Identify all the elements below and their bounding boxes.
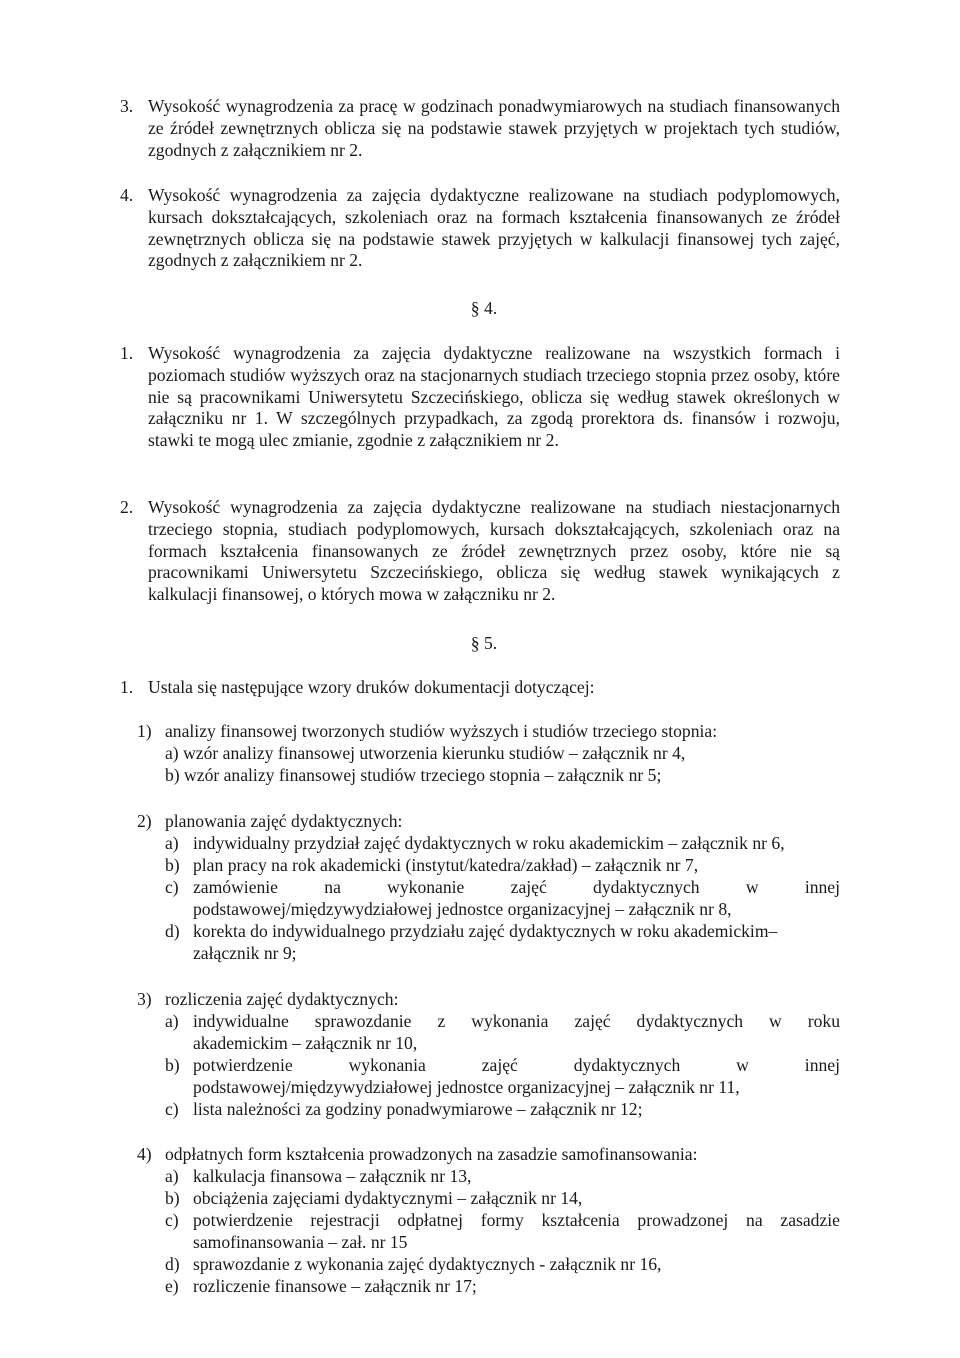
section-heading: § 4. bbox=[470, 298, 498, 318]
list-subitem: indywidualne sprawozdanie z wykonania zajęć dydaktycznych w roku bbox=[193, 1011, 840, 1031]
list-subitem: potwierdzenie rejestracji odpłatnej formy kształcenia prowadzonej na zasadzie bbox=[193, 1210, 840, 1230]
list-letter: e) bbox=[165, 1276, 179, 1296]
list-subitem-continuation: samofinansowania – zał. nr 15 bbox=[193, 1232, 408, 1252]
list-subitem-continuation: akademickim – załącznik nr 10, bbox=[193, 1033, 418, 1053]
list-letter: d) bbox=[165, 921, 180, 941]
list-title: rozliczenia zajęć dydaktycznych: bbox=[165, 989, 399, 1009]
list-letter: b) bbox=[165, 1188, 180, 1208]
list-subitem: rozliczenie finansowe – załącznik nr 17; bbox=[193, 1276, 477, 1296]
section-heading: § 5. bbox=[470, 633, 498, 653]
paragraph-text: Wysokość wynagrodzenia za zajęcia dydaktyczne realizowane na studiach podyplomowych, kursach dokształcających, szkoleniach oraz na formach kształcenia finansowanych ze źródeł zewnętrznych oblicza się na podstawie stawek przyjętych w kalkulacji finansowej tych zajęć, zgodnych z załącznikiem nr 2. bbox=[148, 185, 840, 271]
list-subitem: indywidualny przydział zajęć dydaktycznych w roku akademickim – załącznik nr 6, bbox=[193, 833, 785, 853]
list-letter: c) bbox=[165, 877, 179, 897]
list-letter: a) bbox=[165, 1011, 179, 1031]
list-letter: a) bbox=[165, 1166, 179, 1186]
list-number: 4) bbox=[137, 1144, 152, 1164]
paragraph-text: Ustala się następujące wzory druków dokumentacji dotyczącej: bbox=[148, 677, 595, 697]
list-number: 1) bbox=[137, 721, 152, 741]
list-letter: b) bbox=[165, 1055, 180, 1075]
paragraph-number: 4. bbox=[120, 185, 134, 205]
list-subitem-continuation: podstawowej/międzywydziałowej jednostce organizacyjnej – załącznik nr 8, bbox=[193, 899, 732, 919]
list-subitem: plan pracy na rok akademicki (instytut/katedra/zakład) – załącznik nr 7, bbox=[193, 855, 699, 875]
paragraph-text: Wysokość wynagrodzenia za pracę w godzinach ponadwymiarowych na studiach finansowanych ze źródeł zewnętrznych oblicza się na podstawie stawek przyjętych w projektach tych studiów, zgodnych z załącznikiem nr 2. bbox=[148, 96, 840, 160]
list-letter: d) bbox=[165, 1254, 180, 1274]
paragraph-number: 2. bbox=[120, 497, 134, 517]
list-title: analizy finansowej tworzonych studiów wyższych i studiów trzeciego stopnia: bbox=[165, 721, 718, 741]
paragraph-text: Wysokość wynagrodzenia za zajęcia dydaktyczne realizowane na wszystkich formach i poziomach studiów wyższych oraz na stacjonarnych studiach trzeciego stopnia przez osoby, które nie są pracownikami Uniwersytetu Szczecińskiego, oblicza się według stawek określonych w załączniku nr 1. W szczególnych przypadkach, za zgodą prorektora ds. finansów i rozwoju, stawki te mogą ulec zmianie, zgodnie z załącznikiem nr 2. bbox=[148, 343, 840, 451]
paragraph-number: 3. bbox=[120, 96, 134, 116]
list-subitem: korekta do indywidualnego przydziału zajęć dydaktycznych w roku akademickim– bbox=[193, 921, 778, 941]
list-number: 3) bbox=[137, 989, 152, 1009]
list-title: odpłatnych form kształcenia prowadzonych na zasadzie samofinansowania: bbox=[165, 1144, 698, 1164]
list-subitem: b) wzór analizy finansowej studiów trzeciego stopnia – załącznik nr 5; bbox=[165, 765, 662, 785]
paragraph-text: Wysokość wynagrodzenia za zajęcia dydaktyczne realizowane na studiach niestacjonarnych trzeciego stopnia, studiach podyplomowych, kursach dokształcających, szkoleniach oraz na formach kształcenia finansowanych ze źródeł zewnętrznych przez osoby, które nie są pracownikami Uniwersytetu Szczecińskiego, oblicza się według stawek wynikających z kalkulacji finansowej, o których mowa w załączniku nr 2. bbox=[148, 497, 840, 605]
list-subitem: potwierdzenie wykonania zajęć dydaktycznych w innej bbox=[193, 1055, 840, 1075]
list-subitem: sprawozdanie z wykonania zajęć dydaktycznych - załącznik nr 16, bbox=[193, 1254, 662, 1274]
list-letter: c) bbox=[165, 1099, 179, 1119]
list-subitem: kalkulacja finansowa – załącznik nr 13, bbox=[193, 1166, 472, 1186]
list-subitem-continuation: załącznik nr 9; bbox=[193, 943, 297, 963]
list-letter: c) bbox=[165, 1210, 179, 1230]
list-number: 2) bbox=[137, 811, 152, 831]
paragraph-number: 1. bbox=[120, 343, 134, 363]
list-letter: a) bbox=[165, 833, 179, 853]
list-title: planowania zajęć dydaktycznych: bbox=[165, 811, 403, 831]
list-subitem-continuation: podstawowej/międzywydziałowej jednostce organizacyjnej – załącznik nr 11, bbox=[193, 1077, 740, 1097]
list-letter: b) bbox=[165, 855, 180, 875]
paragraph-number: 1. bbox=[120, 677, 134, 697]
list-subitem: zamówienie na wykonanie zajęć dydaktycznych w innej bbox=[193, 877, 840, 897]
list-subitem: obciążenia zajęciami dydaktycznymi – załącznik nr 14, bbox=[193, 1188, 583, 1208]
list-subitem: a) wzór analizy finansowej utworzenia kierunku studiów – załącznik nr 4, bbox=[165, 743, 686, 763]
list-subitem: lista należności za godziny ponadwymiarowe – załącznik nr 12; bbox=[193, 1099, 643, 1119]
